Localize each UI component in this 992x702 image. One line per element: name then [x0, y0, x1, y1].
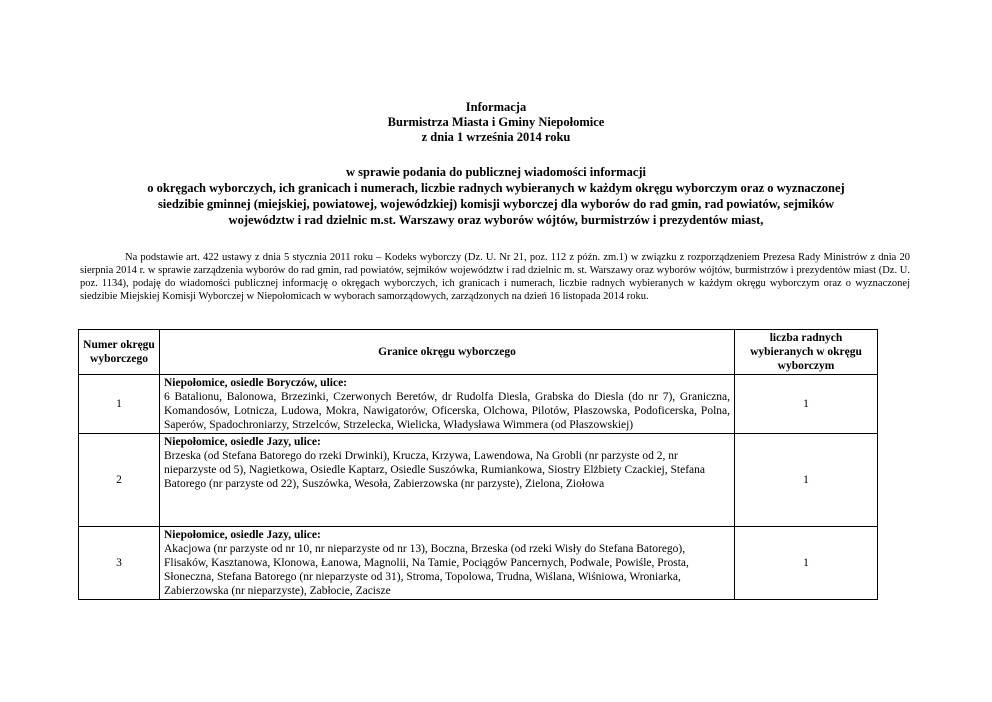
table-row	[79, 527, 878, 600]
intro-paragraph: Na podstawie art. 422 ustawy z dnia 5 stycznia 2011 roku – Kodeks wyborczy (Dz. U. Nr 21, poz. 112 z późn. zm.1) w związku z rozporządzeniem Prezesa Rady Ministrów z dnia 20 sierpnia 2014 r. w sprawie zarządzenia wyborów do rad gmin, rad powiatów, sejmików województw i rad dzielnic m. st. Warszawy oraz wyborów wójtów, burmistrzów i prezydentów miast (Dz. U. poz. 1134), podaję do wiadomości publicznej informację o okręgach wyborczych, ich granicach i numerach, liczbie radnych wybieranych w każdym okręgu wyborczym oraz o wyznaczonej siedzibie Miejskiej Komisji Wyborczej w Niepołomicach w wyborach samorządowych, zarządzonych na dzień 16 listopada 2014 roku.	[80, 251, 910, 302]
district-area: Niepołomice, osiedle Jazy, ulice:	[164, 529, 321, 541]
districts-table	[78, 329, 878, 600]
subject-line-3: siedzibie gminnej (miejskiej, powiatowej, wojewódzkiej) komisji wyborczej dla wyborów do rad gmin, rad powiatów, sejmików	[157, 197, 835, 211]
heading-issuer: Burmistrza Miasta i Gminy Niepołomice	[387, 115, 605, 129]
document-subject	[60, 164, 932, 228]
district-area: Niepołomice, osiedle Jazy, ulice:	[164, 436, 321, 448]
district-streets: Akacjowa (nr parzyste od nr 10, nr nieparzyste od nr 13), Boczna, Brzeska (od rzeki Wisły do Stefana Batorego), Flisaków, Kasztanowa, Klonowa, Łanowa, Magnolii, Na Tamie, Pociągów Pancernych, Podwale, Powiśle, Prosta, Słoneczna, Stefana Batorego (nr nieparzyste od 31), Stroma, Topolowa, Trudna, Wiślana, Wiśniowa, Wroniarka, Zabierzowska (nr nieparzyste), Zabłocie, Zacisze	[164, 543, 689, 597]
subject-line-4: województw i rad dzielnic m.st. Warszawy oraz wyborów wójtów, burmistrzów i prezydentów miast,	[228, 213, 764, 227]
district-seat-count: 1	[735, 527, 878, 600]
district-boundaries	[160, 434, 735, 527]
district-area: Niepołomice, osiedle Boryczów, ulice:	[164, 377, 348, 389]
district-number: 1	[79, 375, 160, 434]
district-boundaries	[160, 375, 735, 434]
district-streets: Brzeska (od Stefana Batorego do rzeki Drwinki), Krucza, Krzywa, Lawendowa, Na Grobli (nr parzyste od 2, nr nieparzyste od 5), Nagietkowa, Osiedle Kaptarz, Osiedle Suszówka, Rumiankowa, Siostry Elżbiety Czackiej, Stefana Batorego (nr parzyste od 22), Suszówka, Wesoła, Zabierzowska (nr parzyste), Zielona, Ziołowa	[164, 450, 705, 490]
header-count: liczba radnych wybieranych w okręgu wyborczym	[735, 330, 878, 375]
header-boundaries: Granice okręgu wyborczego	[160, 330, 735, 375]
document-heading	[0, 100, 992, 145]
district-number: 3	[79, 527, 160, 600]
district-number: 2	[79, 434, 160, 527]
header-number: Numer okręgu wyborczego	[79, 330, 160, 375]
subject-line-1: w sprawie podania do publicznej wiadomości informacji	[345, 165, 646, 179]
district-seat-count: 1	[735, 375, 878, 434]
subject-line-2: o okręgach wyborczych, ich granicach i numerach, liczbie radnych wybieranych w każdym okręgu wyborczym oraz o wyznaczonej	[147, 181, 845, 195]
heading-date: z dnia 1 września 2014 roku	[421, 130, 571, 144]
table-row	[79, 375, 878, 434]
district-boundaries	[160, 527, 735, 600]
heading-title: Informacja	[465, 100, 527, 114]
district-streets: 6 Batalionu, Balonowa, Brzezinki, Czerwonych Beretów, dr Rudolfa Diesla, Grabska do Diesla (do nr 7), Graniczna, Komandosów, Lotnicza, Ludowa, Mokra, Nawigatorów, Oficerska, Olchowa, Pilotów, Płaszowska, Podoficerska, Polna, Saperów, Spadochroniarzy, Strzelców, Strzelecka, Wielicka, Władysława Wimmera (od Płaszowskiej)	[164, 391, 730, 431]
district-seat-count: 1	[735, 434, 878, 527]
table-header-row	[79, 330, 878, 375]
table-row	[79, 434, 878, 527]
